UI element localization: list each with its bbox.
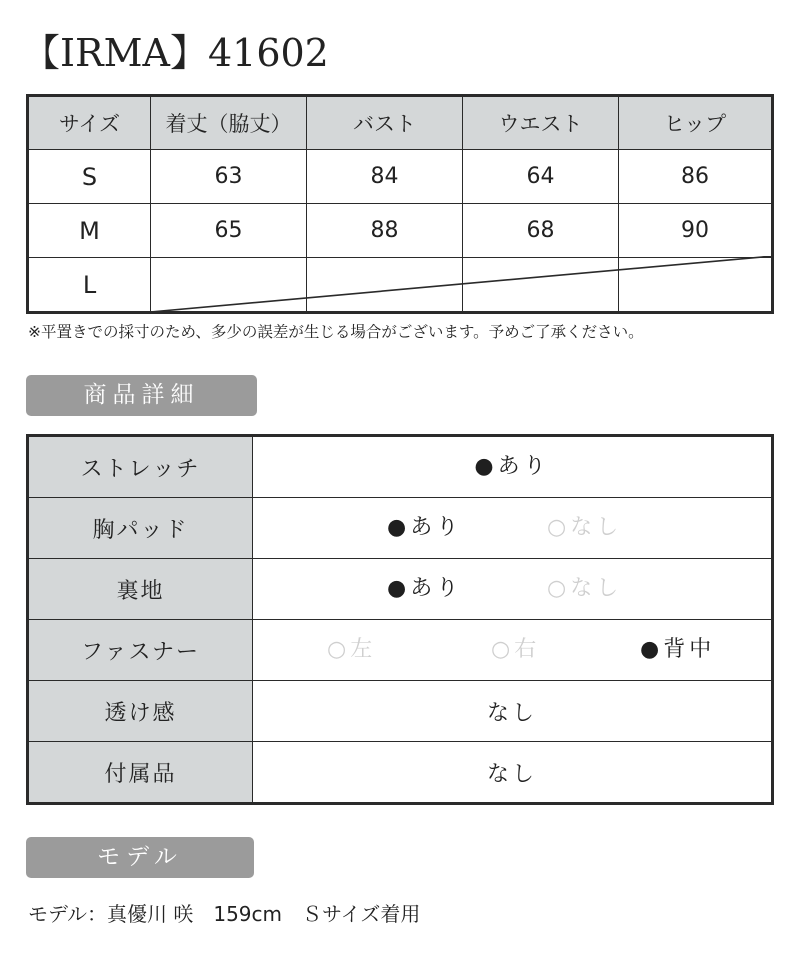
sheerness-label: 透け感 [28,681,253,742]
stretch-label: ストレッチ [28,436,253,498]
fastener-option-left: ○左 [327,637,377,662]
sheerness-value: なし [253,681,773,742]
table-row [28,436,773,498]
stretch-option-yes: ●あり [474,454,550,479]
table-row [28,258,773,313]
measurement-note: ※平置きでの採寸のため、多少の誤差が生じる場合がございます。予めご了承ください。 [28,323,644,341]
header-waist: ウエスト [463,96,619,150]
table-row [28,150,773,204]
fastener-option-right: ○右 [491,637,541,662]
hip-value: 86 [619,150,773,204]
header-size: サイズ [28,96,151,150]
hip-value [619,258,773,313]
page-title: 【IRMA】41602 [22,31,329,75]
length-value: 63 [151,150,307,204]
chest-pad-label: 胸パッド [28,498,253,559]
table-row [28,559,773,620]
table-row [28,620,773,681]
hip-value: 90 [619,204,773,258]
size-table-header [28,96,773,150]
chest-pad-option-no: ○なし [547,515,623,540]
size-table [26,94,774,314]
waist-value: 68 [463,204,619,258]
accessories-label: 付属品 [28,742,253,804]
size-label: S [28,150,151,204]
bust-value: 88 [307,204,463,258]
size-label: M [28,204,151,258]
fastener-option-back: ●背中 [640,637,716,662]
section-heading-model: モデル [26,837,254,878]
accessories-value: なし [253,742,773,804]
waist-value [463,258,619,313]
bust-value: 84 [307,150,463,204]
header-length: 着丈（脇丈） [151,96,307,150]
length-value: 65 [151,204,307,258]
size-label: L [28,258,151,313]
lining-option-yes: ●あり [387,576,463,601]
length-value [151,258,307,313]
details-table [26,434,774,805]
fastener-label: ファスナー [28,620,253,681]
table-row [28,498,773,559]
lining-label: 裏地 [28,559,253,620]
section-heading-details: 商品詳細 [26,375,257,416]
header-bust: バスト [307,96,463,150]
bust-value [307,258,463,313]
table-row [28,204,773,258]
waist-value: 64 [463,150,619,204]
chest-pad-option-yes: ●あり [387,515,463,540]
table-row [28,742,773,804]
header-hip: ヒップ [619,96,773,150]
lining-option-no: ○なし [547,576,623,601]
table-row [28,681,773,742]
model-info: モデル：真優川 咲 159cm Ｓサイズ着用 [28,902,421,926]
